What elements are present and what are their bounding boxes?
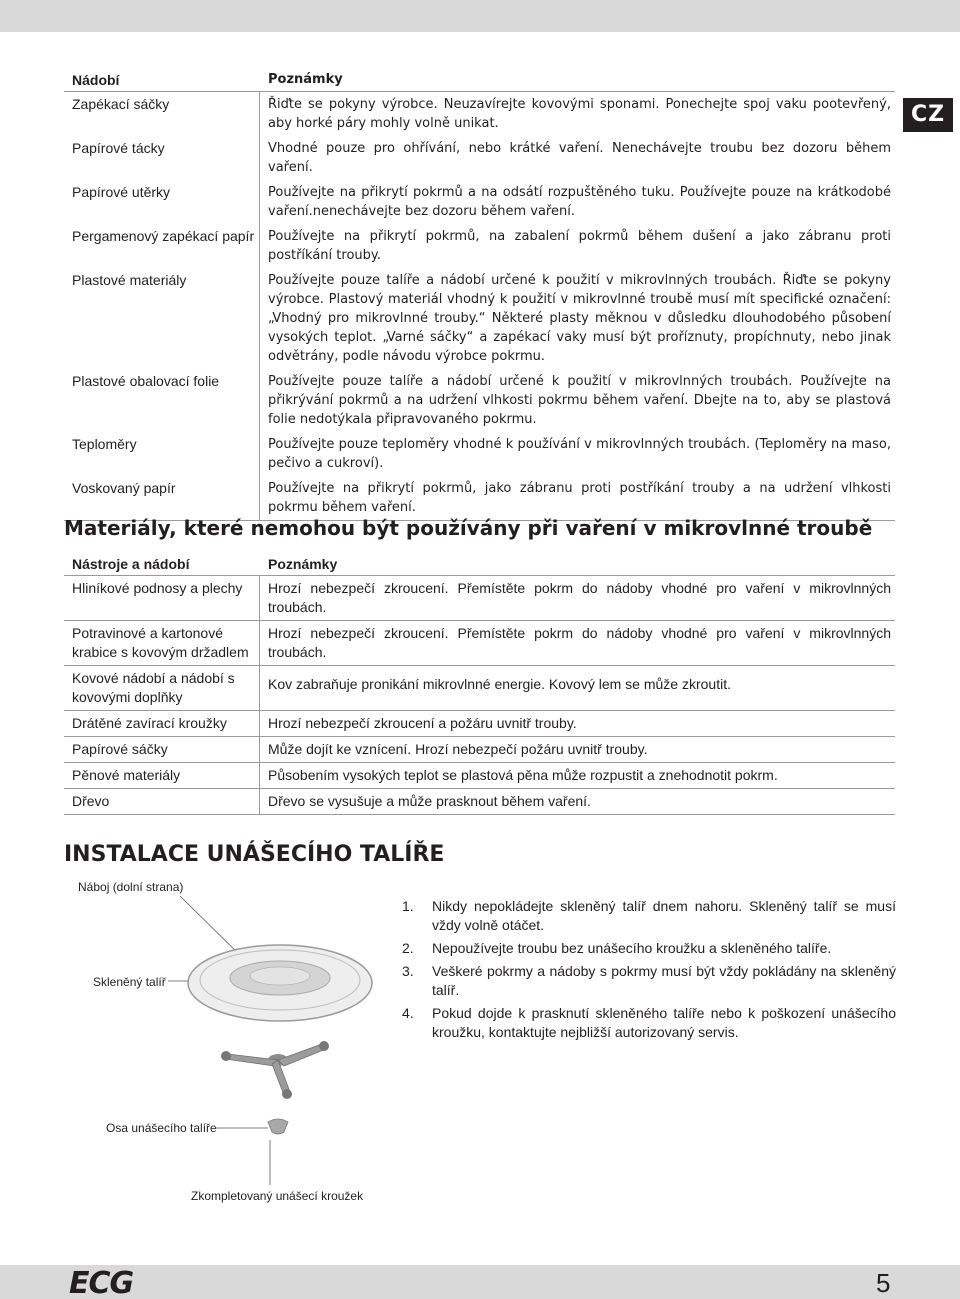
row-note: Vhodné pouze pro ohřívání, nebo krátké vaření. Nenechávejte troubu bez dozoru během vaření. [268, 141, 891, 175]
row-item: Potravinové a kartonové krabice s kovovým držadlem [64, 620, 260, 665]
suitable-materials-table [64, 68, 895, 521]
step-text: Nepoužívejte troubu bez unášecího kroužku a skleněného talíře. [432, 940, 832, 956]
table-row [64, 136, 895, 180]
table-row [64, 736, 895, 762]
turntable-diagram [60, 878, 390, 1208]
table-row [64, 665, 895, 710]
row-note: Působením vysokých teplot se plastová pěna může rozpustit a znehodnotit pokrm. [260, 762, 895, 788]
row-note: Používejte na přikrytí pokrmů, na zabalení pokrmů během dušení a jako zábranu proti postříkání trouby. [268, 229, 891, 263]
row-item: Voskovaný papír [64, 476, 260, 520]
step-number: 2. [402, 940, 414, 956]
glass-plate-icon [188, 945, 372, 1021]
row-item: Pergamenový zapékací papír [64, 224, 260, 268]
row-note: Hrozí nebezpečí zkroucení. Přemístěte pokrm do nádoby vhodné pro vaření v mikrovlnných troubách. [260, 620, 895, 665]
row-item: Papírové sáčky [64, 736, 260, 762]
row-item: Dřevo [64, 788, 260, 814]
list-item [402, 1004, 896, 1042]
roller-ring-icon [221, 1041, 329, 1099]
table-row [64, 788, 895, 815]
table-row [64, 476, 895, 521]
table-row [64, 432, 895, 476]
axle-label: Osa unášecího talíře [106, 1121, 217, 1135]
footer-bar [0, 1265, 960, 1299]
row-item: Papírové tácky [64, 136, 260, 180]
list-item [402, 897, 896, 935]
page-number: 5 [876, 1268, 891, 1298]
row-item: Teploměry [64, 432, 260, 476]
row-note: Používejte na přikrytí pokrmů, jako zábranu proti postříkání trouby a na udržení vlhkosti pokrmu během vaření. [268, 481, 891, 515]
step-text: Veškeré pokrmy a nádoby s pokrmy musí být vždy pokládány na skleněný talíř. [432, 963, 896, 998]
table-header [64, 552, 895, 576]
hub-label: Náboj (dolní strana) [78, 880, 184, 894]
row-item: Hliníkové podnosy a plechy [64, 576, 260, 620]
row-note: Může dojít ke vznícení. Hrozí nebezpečí požáru uvnitř trouby. [260, 736, 895, 762]
axle-icon [268, 1119, 288, 1134]
row-item: Kovové nádobí a nádobí s kovovými doplňky [64, 665, 260, 710]
row-note: Dřevo se vysušuje a může prasknout během vaření. [260, 788, 895, 814]
row-item: Pěnové materiály [64, 762, 260, 788]
table-row [64, 369, 895, 432]
list-item [402, 939, 896, 958]
column-header-item: Nástroje a nádobí [72, 555, 190, 572]
table-row [64, 620, 895, 665]
step-text: Pokud dojde k prasknutí skleněného talíře nebo k poškození unášecího kroužku, kontaktujte nejbližší autorizovaný servis. [432, 1005, 896, 1040]
table-row [64, 92, 895, 136]
header-bar [0, 0, 960, 32]
table-row [64, 268, 895, 369]
row-note: Kov zabraňuje pronikání mikrovlnné energie. Kovový lem se může zkroutit. [260, 665, 895, 710]
table-row [64, 180, 895, 224]
row-item: Papírové utěrky [64, 180, 260, 224]
row-item: Drátěné zavírací kroužky [64, 710, 260, 736]
column-header-notes: Poznámky [268, 555, 338, 572]
step-text: Nikdy nepokládejte skleněný talíř dnem nahoru. Skleněný talíř se musí vždy volně otáčet. [432, 898, 896, 933]
brand-logo: ECG [69, 1266, 134, 1299]
row-item: Plastové materiály [64, 268, 260, 369]
row-note: Používejte na přikrytí pokrmů a na odsátí rozpuštěného tuku. Používejte pouze na krátkodobé vaření.nenechávejte bez dozoru během vaření. [268, 185, 891, 219]
row-note: Hrozí nebezpečí zkroucení. Přemístěte pokrm do nádoby vhodné pro vaření v mikrovlnných troubách. [268, 580, 891, 615]
glass-plate-label: Skleněný talíř [93, 975, 166, 989]
row-item: Zapékací sáčky [64, 92, 260, 136]
install-steps-list [402, 897, 896, 1046]
ring-label: Zkompletovaný unášecí kroužek [191, 1189, 364, 1203]
step-number: 3. [402, 963, 414, 979]
step-number: 1. [402, 898, 414, 914]
column-header-notes: Poznámky [268, 72, 343, 87]
row-note: Hrozí nebezpečí zkroucení a požáru uvnitř trouby. [260, 710, 895, 736]
table-row [64, 576, 895, 620]
install-title: INSTALACE UNÁŠECÍHO TALÍŘE [64, 842, 445, 867]
table-row [64, 710, 895, 736]
column-header-item: Nádobí [72, 71, 120, 88]
row-item: Plastové obalovací folie [64, 369, 260, 432]
table-row [64, 762, 895, 788]
list-item [402, 962, 896, 1000]
table-header [64, 68, 895, 92]
language-badge: CZ [903, 98, 953, 132]
unsuitable-materials-table [64, 552, 895, 815]
row-note: Řiďte se pokyny výrobce. Neuzavírejte kovovými sponami. Ponechejte spoj vaku pootevřený, aby horké páry mohly volně unikat. [268, 97, 891, 131]
row-note: Používejte pouze teploměry vhodné k používání v mikrovlnných troubách. (Teploměry na maso, pečivo a cukroví). [268, 437, 891, 471]
step-number: 4. [402, 1005, 414, 1021]
table-row [64, 224, 895, 268]
section-title: Materiály, které nemohou být používány při vaření v mikrovlnné troubě [64, 516, 873, 540]
row-note: Používejte pouze talíře a nádobí určené k použití v mikrovlnných troubách. Řiďte se pokyny výrobce. Plastový materiál vhodný k použití v mikrovlnné troubě musí mít specifické označení: „Vhodný pro mikrovlnné trouby.“ Některé plasty měknou v důsledku dlouhodobého působení vysokých teplot. „Varné sáčky“ a zapékací vaky musí být proříznuty, propíchnuty, nebo jinak odvětrány, podle návodu výrobce pokrmu. [268, 273, 891, 364]
row-note: Používejte pouze talíře a nádobí určené k použití v mikrovlnných troubách. Používejte na přikrývání pokrmů a na udržení vlhkosti pokrmu během vaření. Dbejte na to, aby se plastová folie nedotýkala připravovaného pokrmu. [268, 374, 891, 427]
